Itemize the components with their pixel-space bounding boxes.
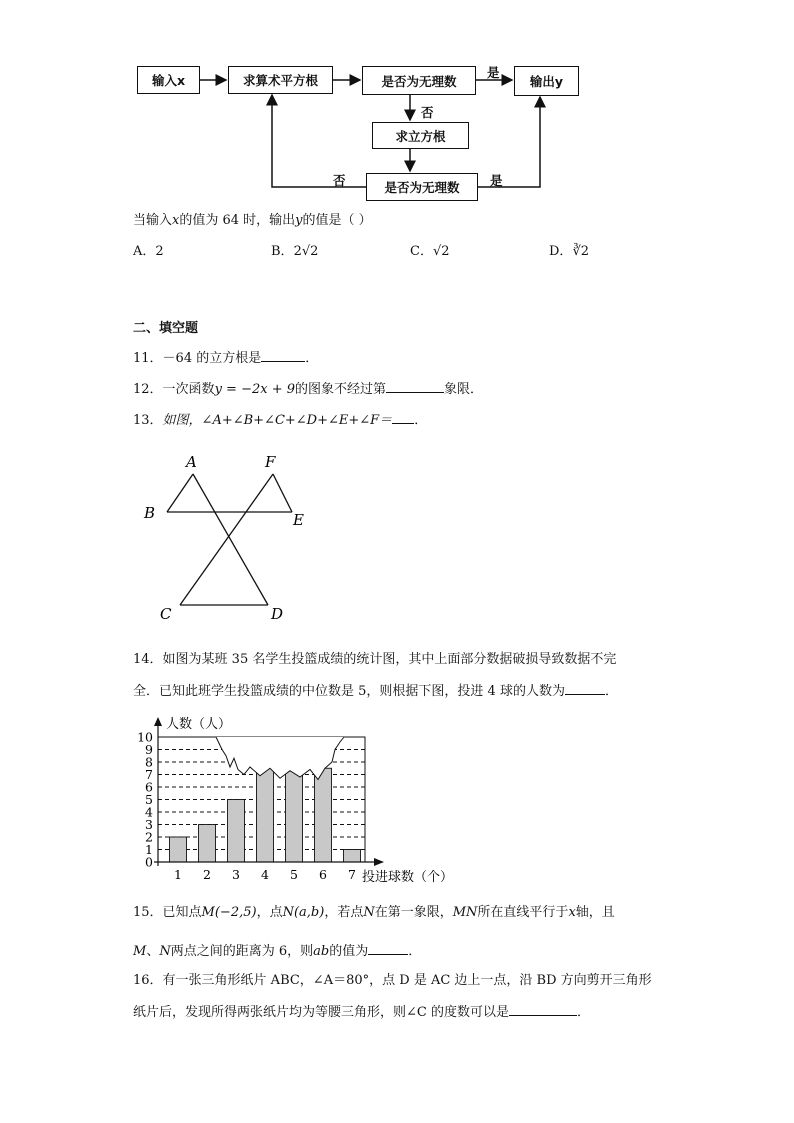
flow-sqrt-label: 求算术平方根 [242,73,318,88]
label-a: A [186,453,197,471]
x-tick-label: 5 [290,867,298,882]
q14-line2: 全．已知此班学生投篮成绩的中位数是 5，则根据下图，投进 4 球的人数为 ． [133,684,618,699]
bar [344,850,361,863]
y-tick-label: 5 [145,792,153,807]
label-e: E [293,511,304,529]
x-tick-label: 3 [232,867,240,882]
q11-answer-blank[interactable] [261,349,305,362]
bar-damaged [315,768,332,862]
q10-option-d[interactable]: D．∛2 [549,244,589,259]
x-tick-label: 1 [174,867,182,882]
flow-output-box [514,66,579,96]
y-tick-label: 2 [145,829,153,845]
y-tick-label: 8 [145,754,153,770]
x-tick-label: 6 [319,867,327,882]
label-b: B [144,504,156,522]
q12-answer-blank[interactable] [386,380,444,393]
q15-line1: 15．已知点M(−2,5)，点N(a,b)，若点N在第一象限，MN所在直线平行于x轴，且 [133,905,615,920]
segment-a-b [167,474,193,512]
q16-line1: 16．有一张三角形纸片 ABC，∠A＝80°，点 D 是 AC 边上一点，沿 BD 方向剪开三角形 [133,973,652,988]
y-tick-label: 7 [145,767,153,782]
bar [199,825,216,863]
flow-yes-label-1: 是 [487,65,500,80]
section-title-fill-in: 二、填空题 [133,321,199,336]
flow-irrational-label-2: 是否为无理数 [384,180,460,195]
y-tick-label: 10 [137,729,153,745]
q15-answer-blank[interactable] [368,942,408,955]
bar [170,837,187,862]
bar-damaged [286,768,303,862]
q14-line1: 14．如图为某班 35 名学生投篮成绩的统计图，其中上面部分数据破损导致数据不完 [133,652,617,667]
q12: 12．一次函数y = −2x + 9的图象不经过第 象限． [133,382,484,397]
y-tick-label: 3 [145,817,153,832]
flow-input-label: 输入x [151,73,186,88]
segment-f-c [180,474,273,605]
q15-line2: M、N两点之间的距离为 6，则ab的值为 ． [133,944,422,959]
x-tick-label: 7 [348,867,356,882]
q13: 13．如图，∠A+∠B+∠C+∠D+∠E+∠F＝ ． [133,413,428,428]
x-axis-label: 投进球数（个） [362,870,454,885]
flow-no-label-2: 否 [333,173,346,188]
y-axis-arrow [154,717,162,726]
flow-irrational-box-1 [362,66,476,95]
q16-line2: 纸片后，发现所得两张纸片均为等腰三角形，则∠C 的度数可以是 ． [133,1005,590,1020]
x-axis-arrow [374,858,384,866]
q14-answer-blank[interactable] [565,682,605,695]
bar-chart [130,712,470,892]
q16-answer-blank[interactable] [509,1003,577,1016]
figure-13 [130,445,330,630]
flow-irrational-box-2 [366,173,478,201]
flow-cbrt-label: 求立方根 [395,128,446,144]
flow-input-box [137,66,200,94]
segment-ab-d [193,474,268,605]
bar [228,800,245,863]
label-c: C [160,605,172,623]
y-axis-label: 人数（人） [166,717,232,732]
bar-damaged [257,768,274,862]
flow-cbrt-box [372,122,469,149]
label-f: F [265,453,276,471]
q10-option-c[interactable]: C．√2 [410,244,450,259]
x-tick-label: 4 [261,867,269,882]
flow-irrational-label-1: 是否为无理数 [381,73,457,89]
label-d: D [271,605,284,623]
y-tick-label: 6 [145,779,153,795]
q11: 11．－64 的立方根是 ． [133,351,319,366]
flow-sqrt-box [228,66,333,94]
flow-yes-label-2: 是 [490,173,503,188]
q13-answer-blank[interactable] [392,411,414,424]
flow-output-label: 输出y [529,74,564,89]
q10-stem: 当输入x的值为 64 时，输出y的值是（ ） [133,213,372,228]
q10-option-b[interactable]: B．2√2 [271,244,319,259]
y-tick-label: 0 [145,854,153,870]
x-tick-label: 2 [203,867,211,882]
flow-no-label-1: 否 [421,105,434,120]
q10-option-a[interactable]: A．2 [133,244,164,259]
y-tick-label: 9 [145,742,153,757]
segment-f-e [273,474,292,512]
y-tick-label: 4 [145,804,153,820]
y-tick-label: 1 [145,842,153,857]
